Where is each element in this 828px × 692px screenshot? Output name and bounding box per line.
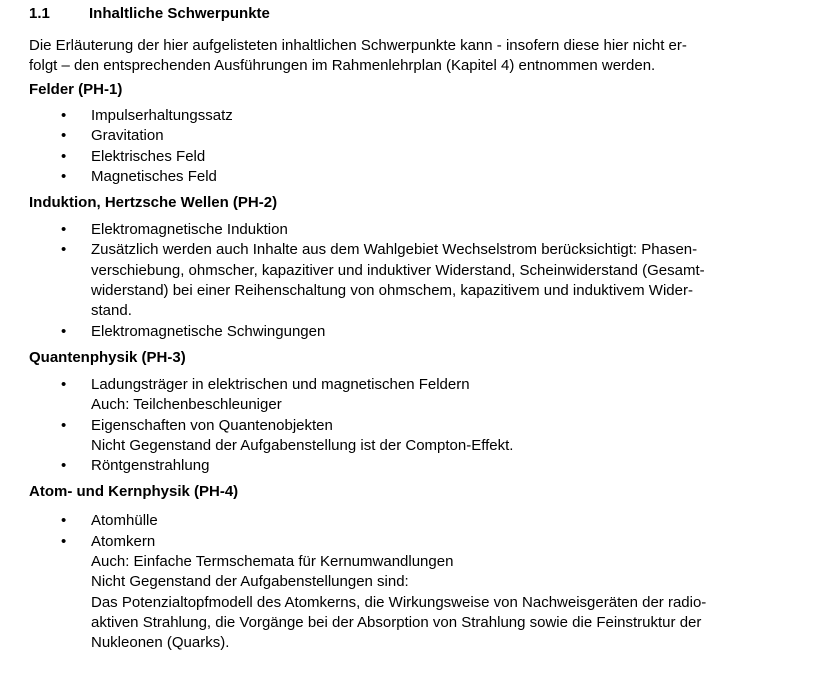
bullet-icon: • bbox=[61, 107, 67, 124]
bullet-icon: • bbox=[61, 416, 67, 434]
bullet-icon: • bbox=[61, 221, 67, 239]
list-item-line: Auch: Teilchenbeschleuniger bbox=[91, 396, 282, 414]
bullet-icon: • bbox=[61, 375, 67, 393]
list-item-line: widerstand) bei einer Reihenschaltung von ohmschem, kapazitivem und induktivem Wider- bbox=[91, 282, 693, 300]
list-item bbox=[61, 147, 809, 167]
topic-heading: Induktion, Hertzsche Wellen (PH-2) bbox=[29, 194, 278, 212]
bullet-icon: • bbox=[61, 127, 67, 145]
topic-list bbox=[29, 375, 809, 476]
list-item bbox=[61, 126, 809, 146]
list-item-line: Ladungsträger in elektrischen und magnetischen Feldern bbox=[91, 375, 470, 393]
bullet-icon: • bbox=[61, 167, 67, 185]
list-item-line: Zusätzlich werden auch Inhalte aus dem Wahlgebiet Wechselstrom berücksichtigt: Phasen- bbox=[91, 241, 698, 259]
list-item-line: Nicht Gegenstand der Aufgabenstellungen sind: bbox=[91, 573, 409, 591]
section-title: Inhaltliche Schwerpunkte bbox=[89, 5, 270, 22]
list-item-line: aktiven Strahlung, die Vorgänge bei der Absorption von Strahlung sowie die Feinstruktur der bbox=[91, 613, 702, 631]
topic-heading: Quantenphysik (PH-3) bbox=[29, 348, 186, 366]
list-item-line: Das Potenzialtopfmodell des Atomkerns, die Wirkungsweise von Nachweisgeräten der radio- bbox=[91, 593, 707, 611]
list-item-line: Eigenschaften von Quantenobjekten bbox=[91, 416, 333, 434]
list-item bbox=[61, 240, 809, 321]
list-item bbox=[61, 532, 809, 654]
list-item bbox=[61, 106, 809, 126]
list-item bbox=[61, 220, 809, 240]
bullet-icon: • bbox=[61, 147, 67, 165]
topic-heading: Atom- und Kernphysik (PH-4) bbox=[29, 483, 239, 501]
bullet-icon: • bbox=[61, 512, 67, 530]
list-item-line: Atomkern bbox=[91, 532, 156, 550]
list-item-line: verschiebung, ohmscher, kapazitiver und induktiver Widerstand, Scheinwiderstand (Gesamt- bbox=[91, 261, 705, 279]
intro-line: folgt – den entsprechenden Ausführungen im Rahmenlehrplan (Kapitel 4) entnommen werden. bbox=[29, 57, 656, 74]
list-item-line: Gravitation bbox=[91, 127, 164, 145]
topic-list bbox=[29, 106, 809, 187]
list-item-line: Impulserhaltungssatz bbox=[91, 107, 233, 124]
topic-list bbox=[29, 511, 809, 653]
list-item-line: Elektromagnetische Schwingungen bbox=[91, 322, 326, 340]
list-item bbox=[61, 322, 809, 342]
list-item-line: Nukleonen (Quarks). bbox=[91, 634, 230, 652]
list-item bbox=[61, 416, 809, 457]
section-number: 1.1 bbox=[29, 5, 50, 22]
bullet-icon: • bbox=[61, 457, 67, 475]
bullet-icon: • bbox=[61, 532, 67, 550]
list-item-line: Magnetisches Feld bbox=[91, 167, 217, 185]
intro-line: Die Erläuterung der hier aufgelisteten inhaltlichen Schwerpunkte kann - insofern diese hier nicht er- bbox=[29, 37, 687, 54]
bullet-icon: • bbox=[61, 322, 67, 340]
list-item-line: Auch: Einfache Termschemata für Kernumwandlungen bbox=[91, 553, 454, 571]
intro-paragraph bbox=[29, 36, 789, 76]
document-page bbox=[29, 4, 809, 654]
list-item-line: Atomhülle bbox=[91, 512, 158, 530]
bullet-icon: • bbox=[61, 241, 67, 259]
section-heading bbox=[29, 4, 809, 24]
list-item-line: Nicht Gegenstand der Aufgabenstellung ist der Compton-Effekt. bbox=[91, 436, 514, 454]
list-item bbox=[61, 167, 809, 187]
list-item-line: stand. bbox=[91, 302, 132, 320]
list-item bbox=[61, 375, 809, 416]
list-item-line: Röntgenstrahlung bbox=[91, 457, 210, 475]
list-item bbox=[61, 511, 809, 531]
list-item-line: Elektromagnetische Induktion bbox=[91, 221, 288, 239]
topic-heading: Felder (PH-1) bbox=[29, 81, 123, 98]
topic-list bbox=[29, 220, 809, 342]
list-item-line: Elektrisches Feld bbox=[91, 147, 206, 165]
list-item bbox=[61, 456, 809, 476]
topic-groups bbox=[29, 80, 809, 654]
